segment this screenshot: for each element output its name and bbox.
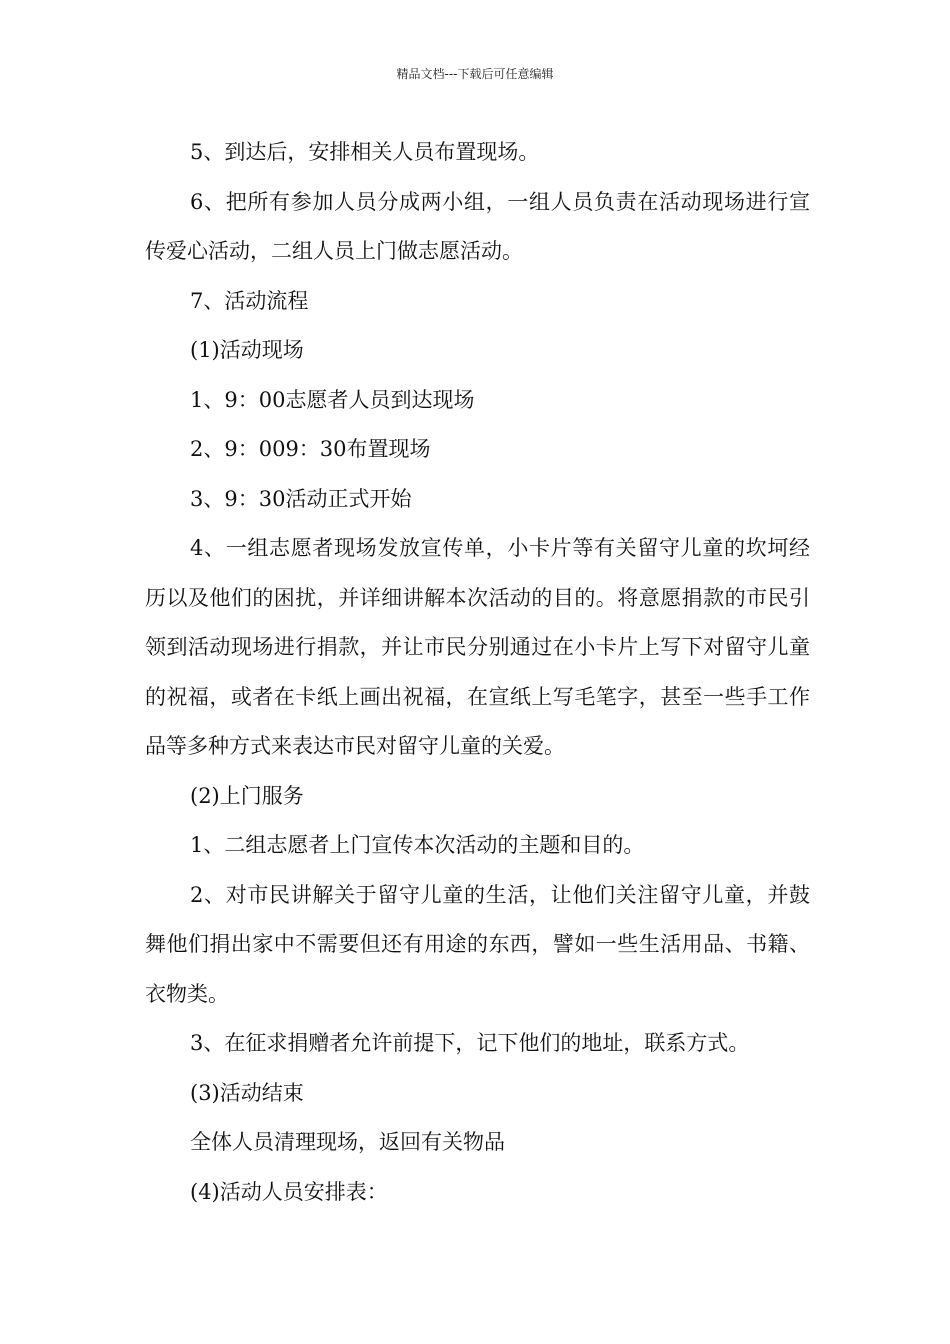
subsection-heading: (3)活动结束 bbox=[190, 1080, 304, 1105]
list-item: 2、9：009：30布置现场 bbox=[190, 437, 431, 461]
paragraph: 5、到达后，安排相关人员布置现场。 bbox=[190, 140, 540, 164]
list-item: 1、9：00志愿者人员到达现场 bbox=[190, 387, 475, 412]
list-item: 2、对市民讲解关于留守儿童的生活，让他们关注留守儿童，并鼓舞他们捐出家中不需要但还有用途的东西，譬如一些生活用品、书籍、衣物类。 bbox=[145, 882, 810, 1006]
subsection-heading: (1)活动现场 bbox=[190, 338, 304, 362]
page-header: 精品文档---下载后可任意编辑 bbox=[396, 67, 554, 81]
subsection-heading: (4)活动人员安排表： bbox=[190, 1179, 388, 1204]
list-item: 3、在征求捐赠者允许前提下，记下他们的地址，联系方式。 bbox=[190, 1031, 750, 1055]
list-item: 4、一组志愿者现场发放宣传单，小卡片等有关留守儿童的坎坷经历以及他们的困扰，并详细讲解本次活动的目的。将意愿捐款的市民引领到活动现场进行捐款，并让市民分别通过在小卡片上写下对留守儿童的祝福，或者在卡纸上画出祝福，在宣纸上写毛笔字，甚至一些手工作品等多种方式来表达市民对留守儿童的关爱。 bbox=[145, 536, 810, 758]
list-item: 3、9：30活动正式开始 bbox=[190, 486, 412, 511]
subsection-heading: (2)上门服务 bbox=[190, 783, 304, 808]
paragraph: 全体人员清理现场，返回有关物品 bbox=[190, 1130, 505, 1154]
list-item: 1、二组志愿者上门宣传本次活动的主题和目的。 bbox=[190, 833, 645, 857]
paragraph: 6、把所有参加人员分成两小组，一组人员负责在活动现场进行宣传爱心活动，二组人员上门做志愿活动。 bbox=[145, 189, 810, 263]
section-heading: 7、活动流程 bbox=[190, 288, 309, 313]
document-body bbox=[145, 128, 810, 1217]
